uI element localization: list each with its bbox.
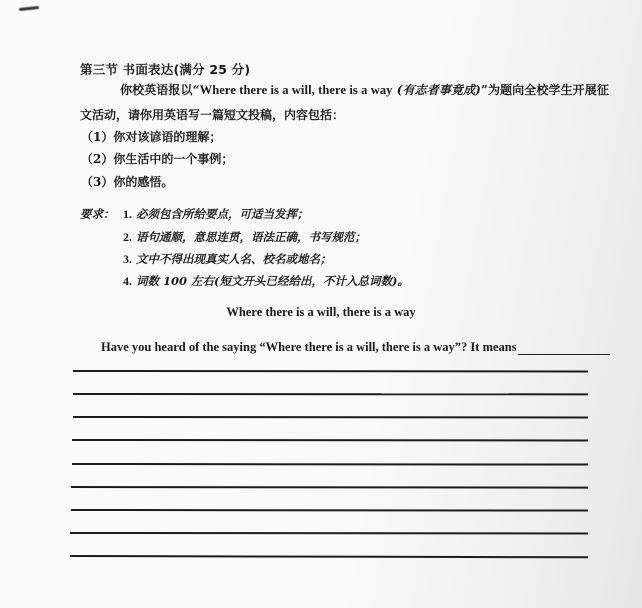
writing-line[interactable] bbox=[71, 509, 588, 512]
writing-line[interactable] bbox=[72, 439, 588, 441]
section-title: 第三节 书面表达(满分 25 分) bbox=[80, 62, 251, 77]
prompt-english-proverb: Where there is a will, there is a way bbox=[199, 83, 393, 97]
requirement-item bbox=[123, 251, 332, 267]
prompt-chinese-gloss: (有志者事竟成) bbox=[392, 83, 481, 97]
requirement-text: 语句通顺，意思连贯，语法正确，书写规范； bbox=[132, 230, 367, 244]
requirement-number: 1. bbox=[123, 207, 132, 221]
content-item: （1）你对该谚语的理解； bbox=[81, 130, 222, 144]
requirement-item bbox=[123, 273, 409, 289]
content-item: （2）你生活中的一个事例； bbox=[81, 152, 234, 166]
requirement-item bbox=[123, 229, 366, 245]
requirement-number: 2. bbox=[123, 230, 132, 244]
requirement-item bbox=[123, 206, 309, 222]
writing-line[interactable] bbox=[73, 370, 588, 372]
writing-line[interactable] bbox=[72, 463, 588, 466]
writing-line[interactable] bbox=[71, 486, 588, 489]
writing-line[interactable] bbox=[70, 532, 588, 534]
prompt-prefix: 你校英语报以“ bbox=[120, 83, 200, 97]
requirement-text: 词数 100 左右(短文开头已经给出，不计入总词数)。 bbox=[132, 274, 409, 288]
requirement-text: 必须包含所给要点，可适当发挥； bbox=[132, 207, 309, 221]
prompt-line-2: 文活动，请你用英语写一篇短文投稿，内容包括： bbox=[80, 108, 345, 122]
requirement-number: 4. bbox=[123, 274, 132, 288]
essay-opening-text: Have you heard of the saying “Where there is a will, there is a way”? It means bbox=[101, 340, 517, 354]
prompt-line-1 bbox=[120, 81, 609, 98]
requirement-number: 3. bbox=[123, 252, 132, 266]
inline-answer-blank[interactable] bbox=[518, 342, 610, 355]
essay-title: Where there is a will, there is a way bbox=[226, 305, 416, 319]
requirement-text: 文中不得出现真实人名、校名或地名； bbox=[132, 252, 332, 266]
writing-line[interactable] bbox=[70, 555, 588, 558]
essay-opening bbox=[101, 340, 610, 355]
prompt-suffix: ”为题向全校学生开展征 bbox=[480, 83, 609, 97]
content-item: （3）你的感悟。 bbox=[81, 175, 174, 189]
requirements-label: 要求： bbox=[80, 207, 115, 221]
pen-mark bbox=[19, 6, 39, 11]
writing-line[interactable] bbox=[73, 416, 588, 418]
writing-line[interactable] bbox=[73, 393, 588, 395]
